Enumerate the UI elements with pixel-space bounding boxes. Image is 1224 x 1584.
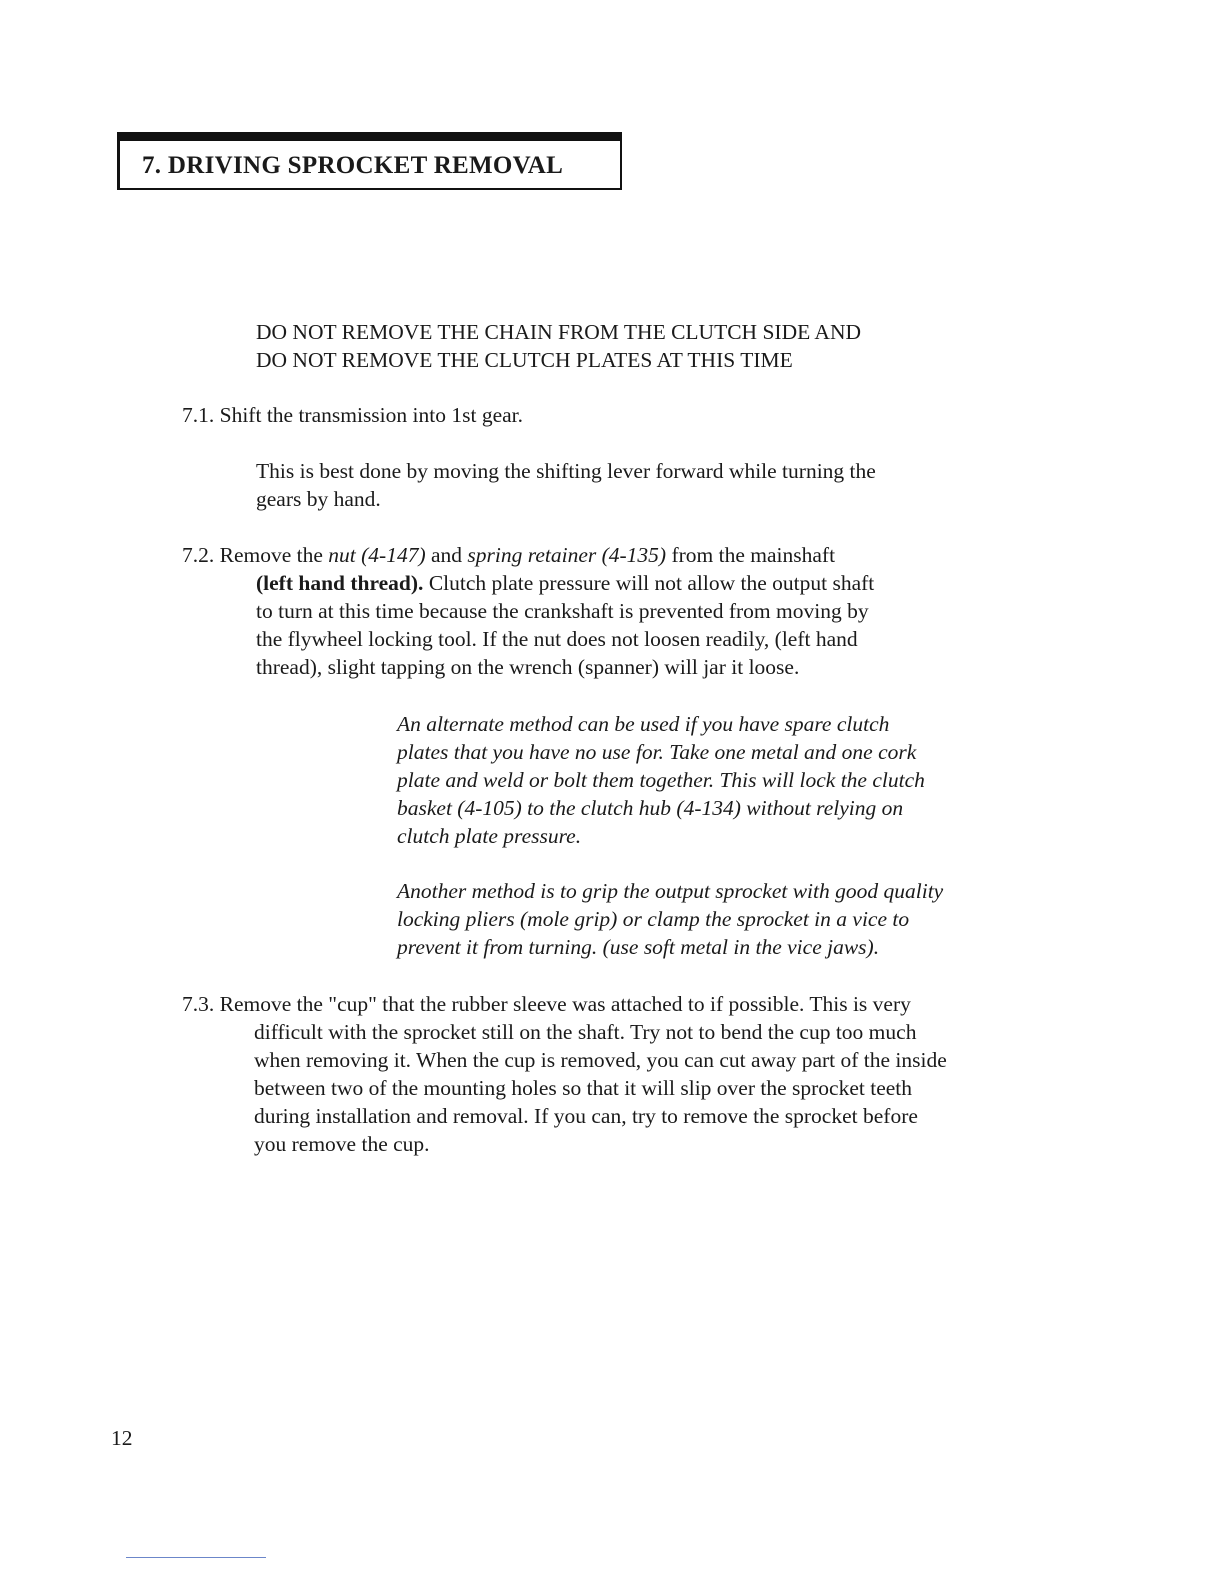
step-text: you remove the cup. [254, 1132, 430, 1156]
step-number: 7.1. [182, 403, 215, 427]
section-title: 7. DRIVING SPROCKET REMOVAL [142, 152, 564, 179]
part-reference-spring-retainer: spring retainer (4-135) [467, 543, 667, 567]
note-line: basket (4-105) to the clutch hub (4-134) without relying on [397, 796, 904, 820]
note-line: An alternate method can be used if you have spare clutch [397, 712, 890, 736]
warning-line-2: DO NOT REMOVE THE CLUTCH PLATES AT THIS TIME [256, 348, 793, 372]
step-text: difficult with the sprocket still on the shaft. Try not to bend the cup too much [254, 1020, 917, 1044]
step-text: Shift the transmission into 1st gear. [219, 403, 523, 427]
section-heading-box [117, 132, 622, 190]
step-text: during installation and removal. If you can, try to remove the sprocket before [254, 1104, 918, 1128]
step-7-2-continuation [256, 569, 874, 681]
note-line: This is best done by moving the shifting lever forward while turning the [256, 459, 876, 483]
step-7-3 [182, 990, 911, 1018]
warning-line-1: DO NOT REMOVE THE CHAIN FROM THE CLUTCH SIDE AND [256, 320, 862, 344]
another-method-note [397, 877, 943, 961]
note-line: Another method is to grip the output sprocket with good quality [397, 879, 944, 903]
note-line: gears by hand. [256, 487, 381, 511]
note-line: plate and weld or bolt them together. This will lock the clutch [397, 768, 925, 792]
note-line: clutch plate pressure. [397, 824, 582, 848]
part-reference-nut: nut (4-147) [328, 543, 426, 567]
step-text: to turn at this time because the crankshaft is prevented from moving by [256, 599, 869, 623]
note-line: prevent it from turning. (use soft metal in the vice jaws). [397, 935, 880, 959]
step-text: Remove the [219, 543, 329, 567]
footer-divider [126, 1557, 266, 1558]
step-7-1 [182, 401, 523, 429]
step-text: between two of the mounting holes so that it will slip over the sprocket teeth [254, 1076, 913, 1100]
warning-notice [256, 318, 861, 374]
alternate-method-note [397, 710, 925, 850]
step-number: 7.3. [182, 992, 215, 1016]
step-7-2 [182, 541, 835, 569]
page-number: 12 [111, 1426, 133, 1450]
step-7-1-note [256, 457, 876, 513]
step-text: and [425, 543, 468, 567]
bold-warning-text: (left hand thread). [256, 571, 424, 595]
step-text: the flywheel locking tool. If the nut does not loosen readily, (left hand [256, 627, 858, 651]
step-text: from the mainshaft [666, 543, 836, 567]
step-number: 7.2. [182, 543, 215, 567]
note-line: plates that you have no use for. Take one metal and one cork [397, 740, 917, 764]
step-text: Remove the "cup" that the rubber sleeve was attached to if possible. This is very [219, 992, 911, 1016]
step-text: thread), slight tapping on the wrench (spanner) will jar it loose. [256, 655, 800, 679]
step-7-3-continuation [254, 1018, 947, 1158]
step-text: when removing it. When the cup is removed, you can cut away part of the inside [254, 1048, 947, 1072]
note-line: locking pliers (mole grip) or clamp the sprocket in a vice to [397, 907, 910, 931]
step-text: Clutch plate pressure will not allow the output shaft [423, 571, 875, 595]
